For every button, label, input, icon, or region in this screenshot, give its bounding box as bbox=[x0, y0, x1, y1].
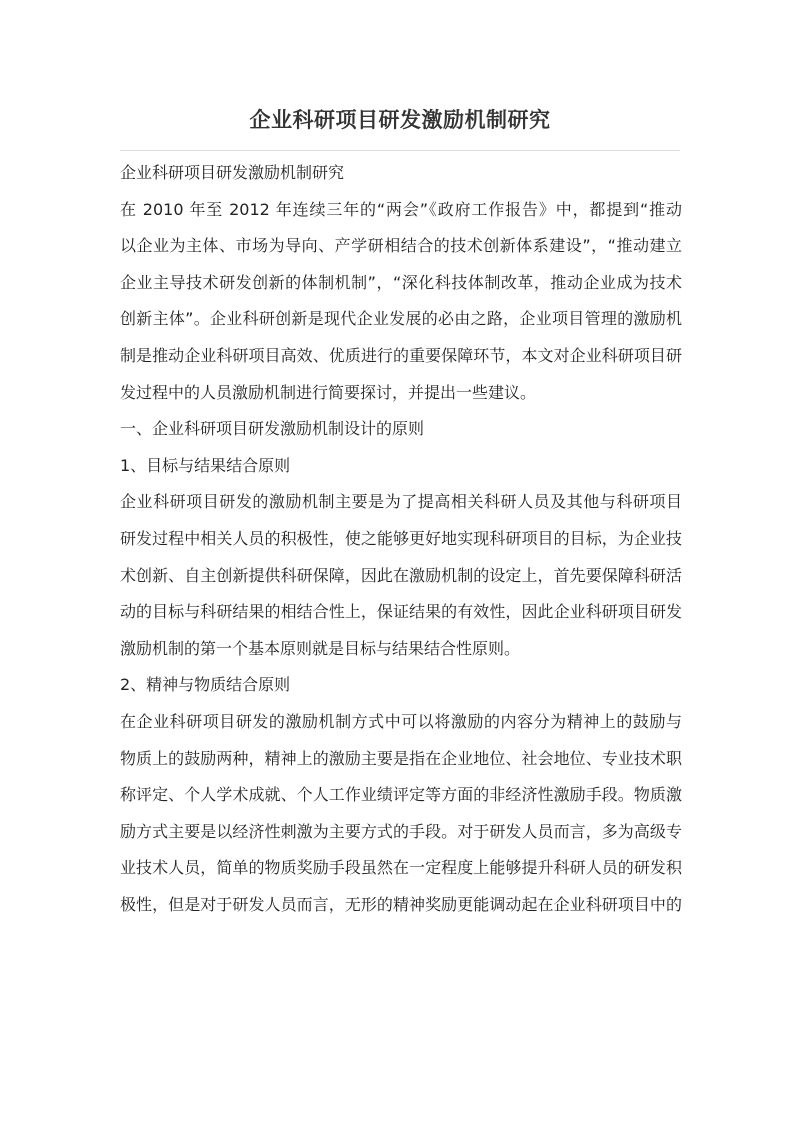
paragraph-line: 创新主体”。企业科研创新是现代企业发展的必由之路，企业项目管理的激励机 bbox=[120, 309, 682, 329]
paragraph-line: 在企业科研项目研发的激励机制方式中可以将激励的内容分为精神上的鼓励与 bbox=[120, 711, 682, 731]
paragraph-line: 业技术人员，简单的物质奖励手段虽然在一定程度上能够提升科研人员的研发积 bbox=[120, 858, 682, 878]
paragraph-line: 物质上的鼓励两种，精神上的激励主要是指在企业地位、社会地位、专业技术职 bbox=[120, 748, 682, 768]
paragraph-line: 企业主导技术研发创新的体制机制”，“深化科技体制改革，推动企业成为技术 bbox=[120, 272, 682, 292]
paragraph-line: 动的目标与科研结果的相结合性上，保证结果的有效性，因此企业科研项目研发 bbox=[120, 602, 682, 622]
paragraph-line: 发过程中的人员激励机制进行简要探讨，并提出一些建议。 bbox=[120, 382, 537, 402]
paragraph-line: 制是推动企业科研项目高效、优质进行的重要保障环节，本文对企业科研项目研 bbox=[120, 345, 682, 365]
paragraph-line: 在 2010 年至 2012 年连续三年的“两会”《政府工作报告》中，都提到“推动 bbox=[120, 199, 682, 219]
document-body bbox=[120, 155, 682, 923]
paragraph-line: 术创新、自主创新提供科研保障，因此在激励机制的设定上，首先要保障科研活 bbox=[120, 565, 682, 585]
paragraph-line: 称评定、个人学术成就、个人工作业绩评定等方面的非经济性激励手段。物质激 bbox=[120, 785, 682, 805]
paragraph-line: 以企业为主体、市场为导向、产学研相结合的技术创新体系建设”，“推动建立 bbox=[120, 236, 682, 256]
subtitle-line: 企业科研项目研发激励机制研究 bbox=[120, 163, 345, 182]
section-heading: 一、企业科研项目研发激励机制设计的原则 bbox=[120, 419, 425, 439]
paragraph-line: 激励机制的第一个基本原则就是目标与结果结合性原则。 bbox=[120, 638, 521, 658]
paragraph-line: 极性，但是对于研发人员而言，无形的精神奖励更能调动起在企业科研项目中的 bbox=[120, 894, 682, 914]
paragraph-line: 企业科研项目研发的激励机制主要是为了提高相关科研人员及其他与科研项目 bbox=[120, 492, 682, 512]
title-divider bbox=[120, 150, 680, 151]
document-title: 企业科研项目研发激励机制研究 bbox=[249, 108, 551, 132]
paragraph-line: 励方式主要是以经济性刺激为主要方式的手段。对于研发人员而言，多为高级专 bbox=[120, 821, 682, 841]
subsection-heading: 2、精神与物质结合原则 bbox=[120, 675, 291, 695]
subsection-heading: 1、目标与结果结合原则 bbox=[120, 455, 291, 475]
paragraph-line: 研发过程中相关人员的积极性，使之能够更好地实现科研项目的目标，为企业技 bbox=[120, 528, 682, 548]
